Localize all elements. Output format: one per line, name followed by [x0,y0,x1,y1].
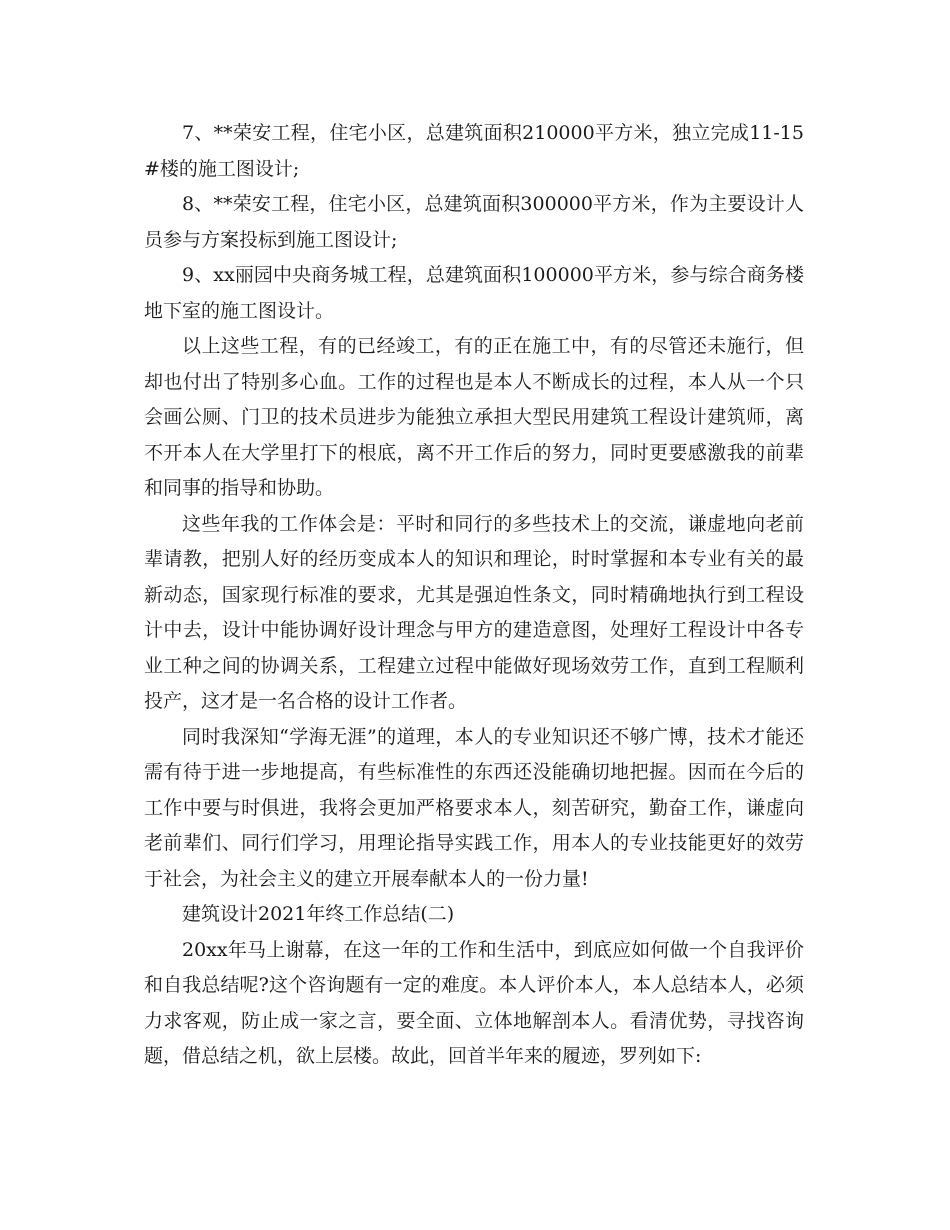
project-item-7: 7、**荣安工程，住宅小区，总建筑面积210000平方米，独立完成11-15#楼的施工图设计; [144,122,804,180]
project-item-9: 9、xx丽园中央商务城工程，总建筑面积100000平方米，参与综合商务楼地下室的施工图设计。 [144,264,804,322]
section-heading: 建筑设计2021年终工作总结(二) [182,903,455,925]
paragraph-work-experience: 这些年我的工作体会是：平时和同行的多些技术上的交流，谦虚地向老前辈请教，把别人好的经历变成本人的知识和理论，时时掌握和本专业有关的最新动态，国家现行标准的要求，尤其是强迫性条文，同时精确地执行到工程设计中去，设计中能协调好设计理念与甲方的建造意图，处理好工程设计中各专业工种之间的协调关系，工程建立过程中能做好现场效劳工作，直到工程顺利投产，这才是一名合格的设计工作者。 [144,512,804,712]
project-item-8: 8、**荣安工程，住宅小区，总建筑面积300000平方米，作为主要设计人员参与方案投标到施工图设计; [144,193,804,251]
paragraph-future-plan: 同时我深知“学海无涯”的道理，本人的专业知识还不够广博，技术才能还需有待于进一步地提高，有些标准性的东西还没能确切地把握。因而在今后的工作中要与时俱进，我将会更加严格要求本人，刻苦研究，勤奋工作，谦虚向老前辈们、同行们学习，用理论指导实践工作，用本人的专业技能更好的效劳于社会，为社会主义的建立开展奉献本人的一份力量! [144,725,804,890]
paragraph-project-summary: 以上这些工程，有的已经竣工，有的正在施工中，有的尽管还未施行，但却也付出了特别多心血。工作的过程也是本人不断成长的过程，本人从一个只会画公厕、门卫的技术员进步为能独立承担大型民用建筑工程设计建筑师，离不开本人在大学里打下的根底，离不开工作后的努力，同时更要感激我的前辈和同事的指导和协助。 [144,335,804,499]
document-body [144,116,804,1075]
paragraph-year-review: 20xx年马上谢幕，在这一年的工作和生活中，到底应如何做一个自我评价和自我总结呢?这个咨询题有一定的难度。本人评价本人，本人总结本人，必须力求客观，防止成一家之言，要全面、立体地解剖本人。看清优势，寻找咨询题，借总结之机，欲上层楼。故此，回首半年来的履迹，罗列如下: [144,938,804,1067]
